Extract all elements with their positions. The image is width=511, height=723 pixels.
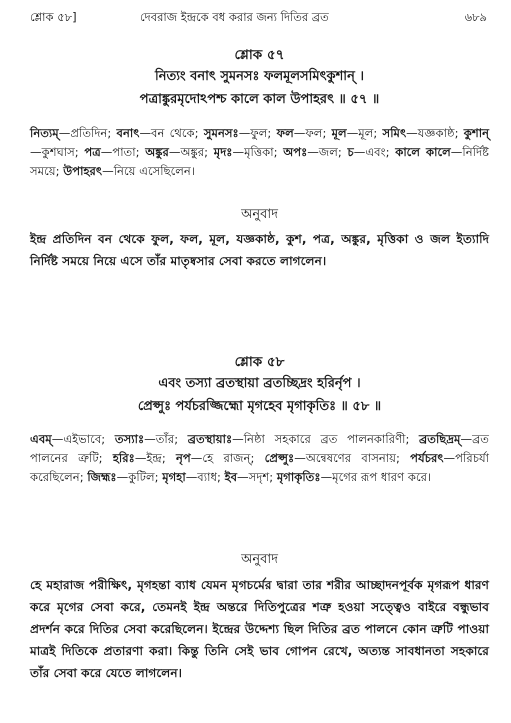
- synonym-word: হরিঃ: [112, 451, 135, 465]
- synonym-meaning: নির্দিষ্ট সময়ে: [30, 145, 489, 178]
- verse-58-line-2: প্রেপ্সুঃ পর্যচরজ্জিহ্মো মৃগহেব মৃগাকৃতিঃ ॥ ৫৮ ॥: [137, 399, 382, 414]
- synonym-word: সুমনসঃ: [203, 126, 239, 140]
- running-head-verse-ref: শ্লোক ৫৮]: [30, 10, 77, 24]
- synonym-meaning: তাঁর: [155, 432, 175, 446]
- verse-58-synonyms: এবম্‌—এইভাবে; তস্যাঃ—তাঁর; ব্রতস্থায়াঃ—নিষ্ঠা সহকারে ব্রত পালনকারিণী; ব্রতছিদ্রম্‌—ব্রত পালনের ত্রুটি; হরিঃ—ইন্দ্র; নৃপ—হে রাজন্‌; প্রেপ্সুঃ—অন্বেষণের বাসনায়; পর্যচরৎ—পরিচর্যা করেছিলেন; জিহ্মঃ—কুটিল; মৃগহা—ব্যাধ; ইব—সদৃশ; মৃগাকৃতিঃ—মৃগের রূপ ধারণ করে।: [30, 432, 490, 484]
- synonym-word: অপঃ: [283, 145, 308, 159]
- synonym-word: ফল: [276, 126, 294, 140]
- synonym-word: জিহ্মঃ: [87, 470, 117, 484]
- synonym-word: কুশান্‌: [463, 126, 489, 140]
- synonym-word: ইব: [224, 470, 238, 484]
- synonym-word: ব্রতস্থায়াঃ: [187, 432, 233, 446]
- synonym-word: উপাহরৎ: [63, 164, 103, 178]
- synonym-meaning: কুটিল: [128, 470, 155, 484]
- verse-57-synonyms: নিত্যম্‌—প্রতিদিন; বনাৎ—বন থেকে; সুমনসঃ—ফুল; ফল—ফল; মূল—মূল; সমিৎ—যজ্ঞকাষ্ঠ; কুশান্‌—কুশঘাস; পত্র—পাতা; অঙ্কুর—অঙ্কুর; মৃদঃ—মৃত্তিকা; অপঃ—জল; চ—এবং; কালে কালে—নির্দিষ্ট সময়ে; উপাহরৎ—নিয়ে এসেছিলেন।: [30, 126, 489, 178]
- synonym-word: পত্র: [84, 145, 101, 159]
- synonym-meaning: নিষ্ঠা সহকারে ব্রত পালনকারিণী: [243, 432, 406, 446]
- synonym-meaning: মূল: [358, 126, 374, 140]
- synonym-word: পর্যচরৎ: [410, 451, 444, 465]
- synonym-word: মৃগহা: [162, 470, 186, 484]
- synonym-meaning: নিয়ে এসেছিলেন।: [113, 164, 195, 178]
- running-head: [30, 6, 487, 28]
- synonym-meaning: এবং: [365, 145, 386, 159]
- synonym-word: অঙ্কুর: [145, 145, 169, 159]
- synonym-word: সমিৎ: [382, 126, 407, 140]
- synonym-meaning: মৃগের রূপ ধারণ করে।: [332, 470, 432, 484]
- synonym-word: বনাৎ: [116, 126, 140, 140]
- verse-58-line-1: এবং তস্যা ব্রতস্থায়া ব্রতচ্ছিদ্রং হরির্নৃপ ।: [158, 376, 361, 391]
- synonym-word: এবম্‌: [30, 432, 52, 446]
- synonym-word: মৃগাকৃতিঃ: [276, 470, 321, 484]
- verse-58-translation: হে মহারাজ পরীক্ষিৎ, মৃগহন্তা ব্যাধ যেমন মৃগচর্মের দ্বারা তার শরীর আচ্ছাদনপূর্বক মৃগরূপ ধারণ করে মৃগের সেবা করে, তেমনই ইন্দ্র অন্তরে দিতিপুত্রের শত্রু হওয়া সত্ত্বেও বাইরে বন্ধুভাব প্রদর্শন করে দিতির সেবা করেছিলেন। ইন্দ্রের উদ্দেশ্য ছিল দিতির ব্রত পালনে কোন ত্রুটি পাওয়া মাত্রই দিতিকে প্রতারণা করা। কিন্তু তিনি সেই ভাব গোপন রেখে, অত্যন্ত সাবধানতা সহকারে তাঁর সেবা করে যেতে লাগলেন।: [30, 578, 489, 680]
- synonym-meaning: অন্বেষণের বাসনায়: [305, 451, 396, 465]
- synonym-word: কালে কালে: [395, 145, 451, 159]
- synonym-meaning: মৃত্তিকা: [244, 145, 274, 159]
- synonym-meaning: হে রাজন্‌: [202, 451, 251, 465]
- synonym-meaning: সদৃশ: [248, 470, 270, 484]
- synonym-meaning: ফল: [305, 126, 323, 140]
- verse-58-translation-heading: অনুবাদ: [241, 552, 278, 567]
- verse-57-line-2: পত্রাঙ্কুরমৃদোঽপশ্চ কালে কাল উপাহরৎ ॥ ৫৭ ॥: [139, 92, 380, 107]
- synonym-meaning: এইভাবে: [63, 432, 102, 446]
- synonym-meaning: ফুল: [250, 126, 268, 140]
- running-head-chapter-title: দেবরাজ ইন্দ্রকে বধ করার জন্য দিতির ব্রত: [140, 10, 329, 24]
- synonym-meaning: পাতা: [112, 145, 136, 159]
- synonym-word: মৃদঃ: [213, 145, 233, 159]
- synonym-word: চ: [347, 145, 354, 159]
- synonym-word: প্রেপ্সুঃ: [264, 451, 295, 465]
- synonym-word: ব্রতছিদ্রম্‌: [419, 432, 461, 446]
- synonym-word: তস্যাঃ: [114, 432, 145, 446]
- synonym-meaning: প্রতিদিন: [70, 126, 108, 140]
- verse-57-translation: ইন্দ্র প্রতিদিন বন থেকে ফুল, ফল, মূল, যজ্ঞকাষ্ঠ, কুশ, পত্র, অঙ্কুর, মৃত্তিকা ও জল ইত্যাদি নির্দিষ্ট সময়ে নিয়ে এসে তাঁর মাতৃষ্বসার সেবা করতে লাগলেন।: [30, 232, 489, 268]
- synonym-meaning: বন থেকে: [151, 126, 195, 140]
- synonym-word: মূল: [331, 126, 347, 140]
- synonym-meaning: ব্রত পালনের ত্রুটি: [30, 432, 490, 465]
- verse-57-label: শ্লোক ৫৭: [234, 47, 285, 63]
- synonym-word: নিত্যম্‌: [30, 126, 59, 140]
- synonym-meaning: অঙ্কুর: [180, 145, 205, 159]
- synonym-word: নৃপ: [176, 451, 191, 465]
- verse-57-line-1: নিত্যং বনাৎ সুমনসঃ ফলমূলসমিৎকুশান্‌ ।: [154, 69, 365, 84]
- synonym-meaning: জল: [318, 145, 338, 159]
- verse-57-translation-heading: অনুবাদ: [241, 207, 278, 222]
- synonym-meaning: পরিচর্যা করেছিলেন: [30, 451, 490, 484]
- page-number: ৬৮৯: [464, 10, 487, 24]
- synonym-meaning: যজ্ঞকাষ্ঠ: [417, 126, 455, 140]
- synonym-meaning: কুশঘাস: [41, 145, 75, 159]
- synonym-meaning: ইন্দ্র: [146, 451, 162, 465]
- verse-58-label: শ্লোক ৫৮: [234, 354, 285, 370]
- synonym-meaning: ব্যাধ: [197, 470, 217, 484]
